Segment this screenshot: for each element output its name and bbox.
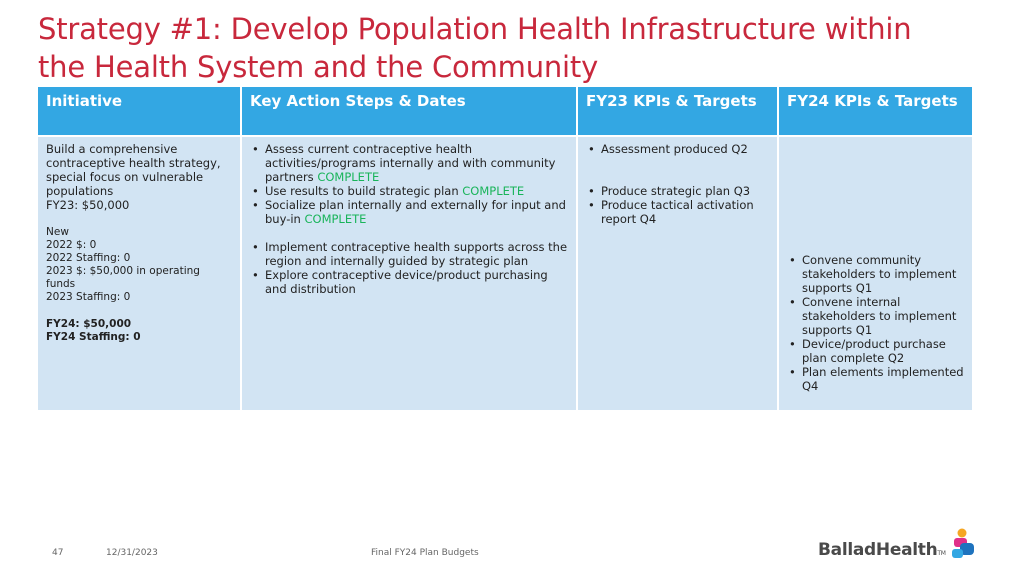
table-row <box>38 136 972 410</box>
list-item: • Implement contraceptive health supports across the region and internally guided by strategic plan <box>250 240 568 268</box>
list-item: • Convene community stakeholders to implement supports Q1 <box>787 253 964 295</box>
complete-status: COMPLETE <box>304 212 367 226</box>
slide-title-line-1: Strategy #1: Develop Population Health Infrastructure within <box>38 12 912 46</box>
initiative-2022-budget: 2022 $: 0 <box>46 239 97 251</box>
slide-title-line-2: the Health System and the Community <box>38 50 599 84</box>
initiative-cell <box>38 136 241 410</box>
header-initiative: Initiative <box>38 87 241 136</box>
table-header-row <box>38 87 972 136</box>
initiative-fy23-budget: FY23: $50,000 <box>46 198 130 212</box>
fy24-kpis-cell <box>778 136 972 410</box>
list-item: • Assessment produced Q2 <box>586 142 769 156</box>
logo-wordmark: BalladHealthTM <box>818 540 946 560</box>
initiative-2023-staffing: 2023 Staffing: 0 <box>46 291 131 303</box>
initiative-fy24-budget: FY24: $50,000 <box>46 318 132 330</box>
strategy-table <box>38 87 972 410</box>
fy24-list <box>787 253 964 393</box>
list-item: • Plan elements implemented Q4 <box>787 365 964 393</box>
complete-status: COMPLETE <box>317 170 380 184</box>
fy23-kpis-cell <box>577 136 778 410</box>
complete-status: COMPLETE <box>462 184 525 198</box>
page-number: 47 <box>52 548 64 558</box>
list-item: • Produce strategic plan Q3 <box>586 184 769 198</box>
list-item: • Produce tactical activation report Q4 <box>586 198 769 226</box>
slide-title <box>38 10 998 86</box>
fy23-list-1 <box>586 142 769 156</box>
list-item: • Convene internal stakeholders to implement supports Q1 <box>787 295 964 337</box>
initiative-new-label: New <box>46 226 69 238</box>
logo-mark-icon <box>946 528 976 560</box>
list-item: • Use results to build strategic plan COMPLETE <box>250 184 568 198</box>
list-item: • Socialize plan internally and externally for input and buy-in COMPLETE <box>250 198 568 226</box>
footer-center-text: Final FY24 Plan Budgets <box>371 548 479 558</box>
header-fy24-kpis: FY24 KPIs & Targets <box>778 87 972 136</box>
list-item: • Assess current contraceptive health activities/programs internally and with community partners COMPLETE <box>250 142 568 184</box>
initiative-fy24-staffing: FY24 Staffing: 0 <box>46 331 141 343</box>
header-fy23-kpis: FY23 KPIs & Targets <box>577 87 778 136</box>
key-actions-list-2 <box>250 240 568 296</box>
initiative-2022-staffing: 2022 Staffing: 0 <box>46 252 131 264</box>
list-item: • Explore contraceptive device/product purchasing and distribution <box>250 268 568 296</box>
header-key-action-steps: Key Action Steps & Dates <box>241 87 577 136</box>
key-actions-cell <box>241 136 577 410</box>
list-item: • Device/product purchase plan complete Q2 <box>787 337 964 365</box>
initiative-description: Build a comprehensive contraceptive health strategy, special focus on vulnerable populations <box>46 142 221 198</box>
footer-date: 12/31/2023 <box>106 548 158 558</box>
initiative-2023-budget: 2023 $: $50,000 in operating funds <box>46 265 200 290</box>
key-actions-list-1 <box>250 142 568 226</box>
fy23-list-2 <box>586 184 769 226</box>
ballad-health-logo <box>818 528 978 562</box>
